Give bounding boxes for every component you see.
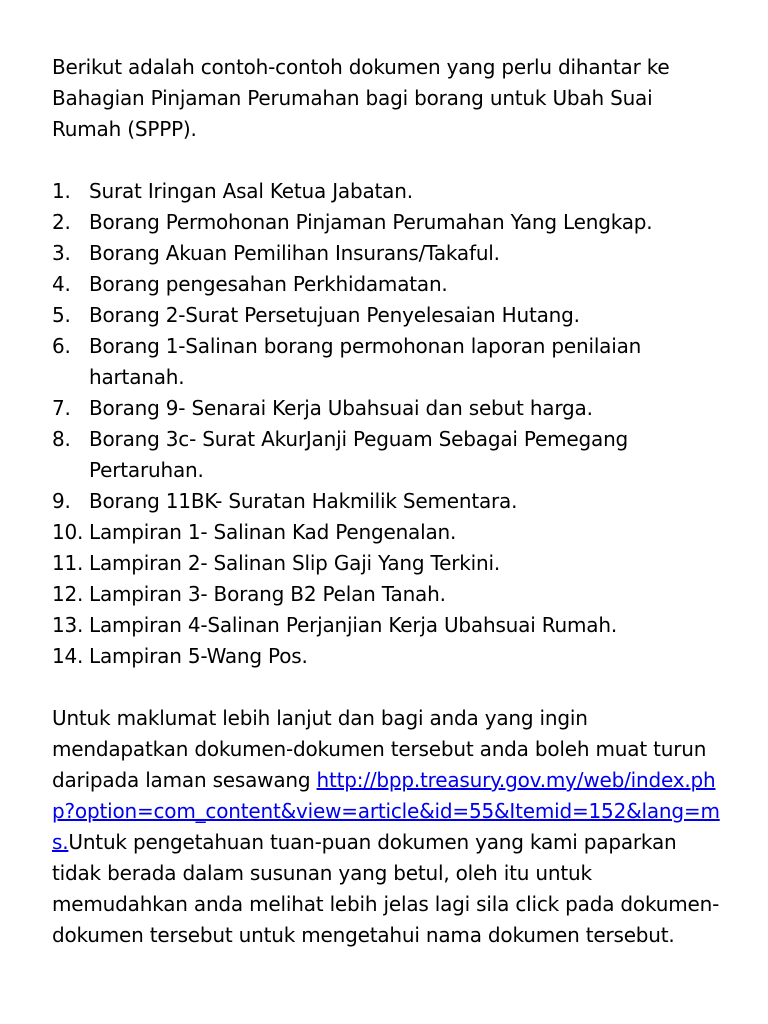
list-item (52, 486, 722, 517)
closing-paragraph (52, 703, 722, 951)
list-item (52, 424, 722, 486)
item-number: 12. (52, 582, 84, 606)
item-number: 13. (52, 613, 84, 637)
list-item (52, 610, 722, 641)
list-item (52, 238, 722, 269)
page-bottom-margin (0, 974, 768, 1024)
item-text: Borang 9- Senarai Kerja Ubahsuai dan sebut harga. (89, 396, 593, 420)
list-item (52, 176, 722, 207)
item-text: Lampiran 4-Salinan Perjanjian Kerja Ubahsuai Rumah. (89, 613, 617, 637)
document-body (52, 52, 722, 951)
item-text: Lampiran 5-Wang Pos. (89, 644, 308, 668)
closing-text-before-link: Untuk maklumat lebih lanjut dan bagi anda yang ingin mendapatkan dokumen-dokumen tersebut anda boleh muat turun daripada laman sesawang (52, 706, 707, 792)
item-text: Lampiran 3- Borang B2 Pelan Tanah. (89, 582, 446, 606)
item-text: Borang 2-Surat Persetujuan Penyelesaian Hutang. (89, 303, 580, 327)
item-text: Borang Permohonan Pinjaman Perumahan Yang Lengkap. (89, 210, 653, 234)
list-item (52, 548, 722, 579)
item-text: Borang 1-Salinan borang permohonan laporan penilaian hartanah. (89, 334, 642, 389)
item-number: 4. (52, 272, 71, 296)
intro-paragraph: Berikut adalah contoh-contoh dokumen yang perlu dihantar ke Bahagian Pinjaman Perumahan bagi borang untuk Ubah Suai Rumah (SPPP). (52, 55, 670, 141)
item-text: Borang 3c- Surat AkurJanji Peguam Sebagai Pemegang Pertaruhan. (89, 427, 629, 482)
list-item (52, 207, 722, 238)
closing-text-after-link: Untuk pengetahuan tuan-puan dokumen yang kami paparkan tidak berada dalam susunan yang betul, oleh itu untuk memudahkan anda melihat lebih jelas lagi sila click pada dokumen-dokumen tersebut untuk mengetahui nama dokumen tersebut. (52, 830, 720, 947)
item-text: Surat Iringan Asal Ketua Jabatan. (89, 179, 413, 203)
item-text: Borang pengesahan Perkhidamatan. (89, 272, 448, 296)
item-text: Borang Akuan Pemilihan Insurans/Takaful. (89, 241, 500, 265)
list-item (52, 300, 722, 331)
item-number: 10. (52, 520, 84, 544)
list-item (52, 393, 722, 424)
document-list (52, 176, 722, 672)
list-item (52, 331, 722, 393)
item-number: 5. (52, 303, 71, 327)
item-number: 6. (52, 334, 71, 358)
list-item (52, 517, 722, 548)
item-number: 8. (52, 427, 71, 451)
list-item (52, 269, 722, 300)
list-item (52, 641, 722, 672)
item-number: 7. (52, 396, 71, 420)
item-number: 14. (52, 644, 84, 668)
item-number: 11. (52, 551, 84, 575)
item-number: 2. (52, 210, 71, 234)
item-text: Lampiran 2- Salinan Slip Gaji Yang Terkini. (89, 551, 500, 575)
list-item (52, 579, 722, 610)
item-number: 1. (52, 179, 71, 203)
item-text: Lampiran 1- Salinan Kad Pengenalan. (89, 520, 457, 544)
download-link[interactable]: http://bpp.treasury.gov.my/web/index.php?option=com_content&view=article&id=55&Itemid=152&lang=ms. (52, 768, 720, 854)
item-text: Borang 11BK- Suratan Hakmilik Sementara. (89, 489, 518, 513)
item-number: 9. (52, 489, 71, 513)
item-number: 3. (52, 241, 71, 265)
